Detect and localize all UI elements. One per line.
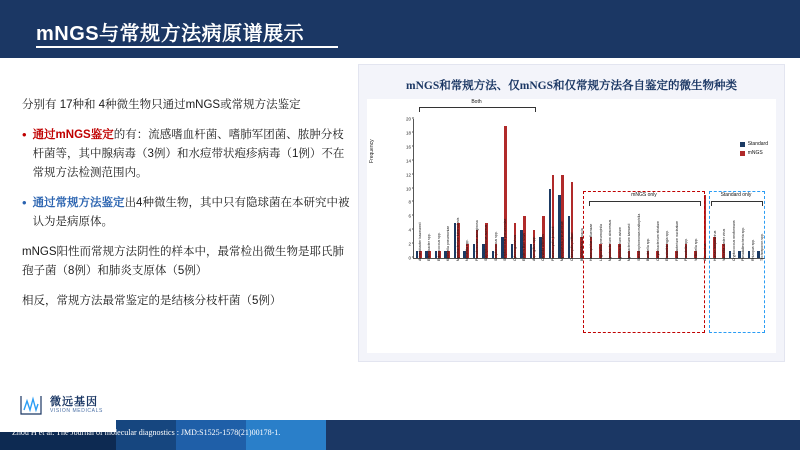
content-text-column	[22, 96, 352, 322]
chart-figure	[367, 99, 776, 353]
y-axis-tickmark	[412, 201, 414, 202]
x-axis-tick	[470, 220, 480, 331]
x-axis-tick	[565, 232, 575, 331]
bullet-dot-icon: •	[22, 194, 27, 210]
x-axis-tick-label: Stenotrophomonas maltophilia	[636, 213, 641, 261]
x-axis-tick-label: Prevotella spp.	[684, 237, 689, 261]
bracket-both	[419, 107, 536, 112]
y-axis-tickmark	[412, 187, 414, 188]
x-axis-tick	[556, 221, 566, 331]
bullet-item-standard	[22, 194, 352, 232]
x-axis-tick-label: Elizabethkingia spp.	[665, 229, 670, 261]
x-axis-tick-label: Nocardia spp.	[465, 239, 470, 261]
x-axis-tick-label: Adenovirus	[703, 243, 708, 261]
brand-logo	[18, 392, 103, 418]
x-axis-tick-label: Mycobacterium avium	[617, 226, 622, 261]
y-axis-tickmark	[412, 131, 414, 132]
x-axis-tick	[489, 231, 499, 331]
legend-swatch-icon	[740, 151, 745, 156]
x-axis-tick-label: Rhizopus spp.	[750, 238, 755, 261]
x-axis-tick-label: Mycobacterium tuberculosis	[455, 217, 460, 261]
bracket-label-mngs-only: mNGS only	[631, 192, 657, 198]
chart-panel	[358, 64, 785, 362]
x-axis-tick	[461, 239, 471, 331]
bullet-text-standard	[33, 194, 352, 232]
x-axis-tick	[442, 225, 452, 331]
bar-group	[461, 119, 470, 258]
citation-text: Zhou H et al. The Journal of molecular diagnostics : JMD:S1525-1578(21)00178-1.	[12, 428, 281, 437]
x-axis-tick-label: Pseudallescheria spp.	[741, 226, 746, 261]
x-axis-tick-label: Klebsiella pneumoniae	[446, 225, 451, 261]
slide-header	[0, 0, 800, 58]
y-axis-label: Frequency	[369, 139, 375, 163]
legend-label-mngs: mNGS	[747, 150, 763, 156]
y-axis-tick: 16	[405, 144, 411, 150]
x-axis-tick-label: Mycoplasma pneumoniae	[560, 221, 565, 261]
bracket-label-both: Both	[471, 99, 482, 105]
x-axis-tick-label: Epstein-Barr virus	[522, 233, 527, 261]
legend-item-standard	[740, 141, 768, 147]
x-axis-tick	[413, 222, 423, 331]
x-axis-tick	[499, 218, 509, 331]
y-axis-tickmark	[412, 118, 414, 119]
y-axis-tickmark	[412, 257, 414, 258]
y-axis-tick: 20	[405, 116, 411, 122]
x-axis-tick-label: Human herpesvirus	[712, 230, 717, 261]
x-axis-tick-label: Trichosporon spp.	[760, 233, 765, 261]
x-axis-tick-label: Pseudomonas aeruginosa	[474, 220, 479, 261]
x-axis-tick-label: Candida albicans	[541, 234, 546, 261]
x-axis-tick-label: Pneumocystis jirovecii	[550, 226, 555, 261]
x-axis-tick	[423, 233, 433, 331]
x-axis-tick-label: Bordetella spp.	[646, 237, 651, 261]
logo-name-en: VISION MEDICALS	[50, 408, 103, 415]
bullet-lead-standard: 通过常规方法鉴定	[32, 196, 125, 209]
y-axis-tick: 8	[408, 199, 411, 205]
y-axis-tick: 18	[405, 130, 411, 136]
x-axis-tick-label: Burkholderia cepacia	[579, 228, 584, 261]
paragraph-standard-most: 相反，常规方法最常鉴定的是结核分枝杆菌（5例）	[22, 294, 282, 307]
page-title: mNGS与常规方法病原谱展示	[36, 23, 305, 45]
y-axis-tickmark	[412, 173, 414, 174]
paragraph-mngs-positive: mNGS阳性而常规方法阴性的样本中，最常检出微生物是耶氏肺孢子菌（8例）和肺炎支原体（5例）	[22, 245, 344, 277]
y-axis-tick: 4	[408, 227, 411, 233]
bullet-rest-mngs: 的有：流感嗜血杆菌、嗜肺军团菌、脓肿分枝杆菌等，其中腺病毒（3例）和水痘带状疱疹病毒（1例）不在常规方法检测范围内。	[32, 128, 345, 179]
x-axis-tick-label: Fusobacterium nucleatum	[674, 220, 679, 261]
x-axis-tick	[480, 224, 490, 331]
chart-title: mNGS和常规方法、仅mNGS和仅常规方法各自鉴定的微生物种类	[406, 80, 737, 92]
x-axis-tick	[527, 236, 537, 331]
x-axis-tick	[518, 233, 528, 331]
y-axis-tickmark	[412, 243, 414, 244]
logo-text	[50, 396, 103, 414]
x-axis-tick-label: Streptococcus spp.	[493, 231, 498, 261]
x-axis-tick-label: Staphylococcus aureus	[484, 224, 489, 261]
intro-paragraph: 分别有 17种和 4种微生物只通过mNGS或常规方法鉴定	[22, 99, 301, 111]
bullet-text-mngs	[33, 126, 352, 183]
x-axis-tick-label: Aspergillus spp.	[531, 236, 536, 261]
x-axis-tick	[451, 217, 461, 331]
x-axis-tick-label: Acinetobacter baumannii	[417, 222, 422, 261]
y-axis-tick: 0	[408, 255, 411, 261]
x-axis-tick-label: Streptococcus pneumoniae	[503, 218, 508, 261]
x-axis-tick-label: Chlamydia psittaci	[570, 232, 574, 261]
footer-segment	[326, 420, 800, 450]
x-axis-tick	[537, 234, 547, 331]
y-axis-tickmark	[412, 159, 414, 160]
legend-swatch-icon	[740, 142, 745, 147]
x-axis-tick-label: Enterobacter spp.	[427, 233, 432, 261]
x-axis-tick-label: Mycobacterium kansasii	[627, 223, 632, 261]
y-axis-tickmark	[412, 215, 414, 216]
bullet-lead-mngs: 通过mNGS鉴定	[32, 128, 114, 141]
x-axis-tick-label: Mycobacterium abscessus	[608, 219, 613, 261]
bracket-label-standard-only: Standard only	[720, 192, 752, 198]
title-underline	[36, 46, 338, 48]
x-axis-tick-label: Legionella pneumophila	[598, 224, 603, 261]
x-axis-tick-label: Haemophilus influenzae	[589, 223, 594, 261]
logo-name-cn: 微远基因	[50, 395, 98, 408]
y-axis-tick: 14	[405, 158, 411, 164]
legend-item-mngs	[740, 150, 768, 156]
x-axis-tick	[546, 226, 556, 331]
bullet-item-mngs	[22, 126, 352, 183]
x-axis-tick-label: Corynebacterium striatum	[655, 220, 660, 261]
x-axis-tick-label: Varicella-zoster virus	[722, 228, 727, 261]
x-axis-tick	[508, 234, 518, 331]
x-axis-tick-label: Veillonella spp.	[693, 237, 698, 261]
bullet-rest-standard: 出4种微生物，其中只有隐球菌在本研究中被认为是病原体。	[32, 196, 350, 228]
x-axis-tick-label: Enterococcus spp.	[436, 232, 441, 261]
x-axis-tick	[432, 232, 442, 331]
legend-label-standard: Standard	[747, 141, 768, 147]
x-axis-tick-label: Cryptococcus neoformans	[731, 220, 736, 261]
y-axis-tick: 6	[408, 213, 411, 219]
y-axis-tick: 2	[408, 241, 411, 247]
chart-legend	[740, 141, 768, 159]
y-axis-tickmark	[412, 229, 414, 230]
x-axis-tick-label: Cytomegalovirus	[512, 234, 517, 261]
y-axis-tick: 10	[405, 186, 411, 191]
bullet-dot-icon: •	[22, 126, 27, 142]
y-axis-tickmark	[412, 145, 414, 146]
highlight-box-standard-only	[709, 191, 765, 333]
y-axis-tick: 12	[405, 172, 411, 178]
logo-mark-icon	[18, 392, 44, 418]
